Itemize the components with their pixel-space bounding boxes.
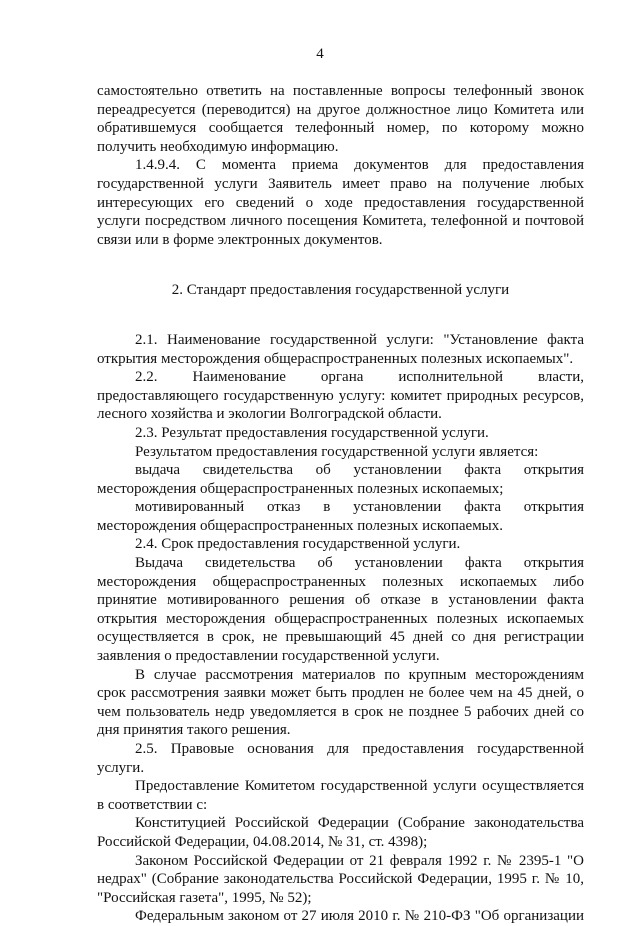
paragraph-federal-law: Федеральным законом от 27 июля 2010 г. № 210-ФЗ "Об организации <box>135 908 584 925</box>
paragraph-legal-intro: Предоставление Комитетом государственной услуги осуществляется в соответствии с: <box>97 778 584 813</box>
page-number: 4 <box>316 46 324 62</box>
paragraph-constitution: Конституцией Российской Федерации (Собрание законодательства Российской Федерации, 04.08.2014, № 31, ст. 4398); <box>97 815 584 850</box>
paragraph-result-intro: Результатом предоставления государственной услуги является: <box>135 443 539 460</box>
paragraph-result-refusal: мотивированный отказ в установлении факта открытия месторождения общераспространенных полезных ископаемых. <box>97 499 584 534</box>
paragraph-continuation: самостоятельно ответить на поставленные вопросы телефонный звонок переадресуется (переводится) на другое должностное лицо Комитета или обратившемуся сообщается телефонный номер, по которому можно получить необходимую информацию. <box>97 83 584 155</box>
paragraph-2-4: 2.4. Срок предоставления государственной услуги. <box>135 536 461 553</box>
spacer <box>97 300 584 331</box>
spacer <box>97 249 584 281</box>
paragraph-2-5: 2.5. Правовые основания для предоставления государственной услуги. <box>97 741 584 776</box>
paragraph-law-subsoil: Законом Российской Федерации от 21 февраля 1992 г. № 2395-1 "О недрах" (Собрание законодательства Российской Федерации, 1995 г. № 10, "Российская газета", 1995, № 52); <box>97 852 584 906</box>
paragraph-term: Выдача свидетельства об установлении факта открытия месторождения общераспространенных полезных ископаемых либо принятие мотивированного решения об отказе в установлении факта открытия месторождения общераспространенных полезных ископаемых осуществляется в срок, не превышающий 45 дней со дня регистрации заявления о предоставлении государственной услуги. <box>97 555 584 665</box>
paragraph-result-issue: выдача свидетельства об установлении факта открытия месторождения общераспространенных полезных ископаемых; <box>97 462 584 497</box>
paragraph-term-extension: В случае рассмотрения материалов по крупным месторождениям срок рассмотрения заявки может быть продлен не более чем на 45 дней, о чем пользователь недр уведомляется в срок не позднее 5 рабочих дней со дня принятия такого решения. <box>97 666 584 739</box>
paragraph-2-2: 2.2. Наименование органа исполнительной власти, предоставляющего государственную услугу: комитет природных ресурсов, лесного хозяйства и экологии Волгоградской области. <box>97 369 584 423</box>
document-body <box>97 82 584 926</box>
paragraph-2-1: 2.1. Наименование государственной услуги: "Установление факта открытия месторождения общераспространенных полезных ископаемых". <box>97 331 584 367</box>
paragraph-2-3: 2.3. Результат предоставления государственной услуги. <box>135 424 489 441</box>
section-heading: 2. Стандарт предоставления государственной услуги <box>171 282 510 299</box>
paragraph-1-4-9-4: 1.4.9.4. С момента приема документов для предоставления государственной услуги Заявитель имеет право на получение любых интересующих его сведений о ходе предоставления государственной услуги посредством личного посещения Комитета, телефонной и почтовой связи или в форме электронных документов. <box>97 157 584 248</box>
